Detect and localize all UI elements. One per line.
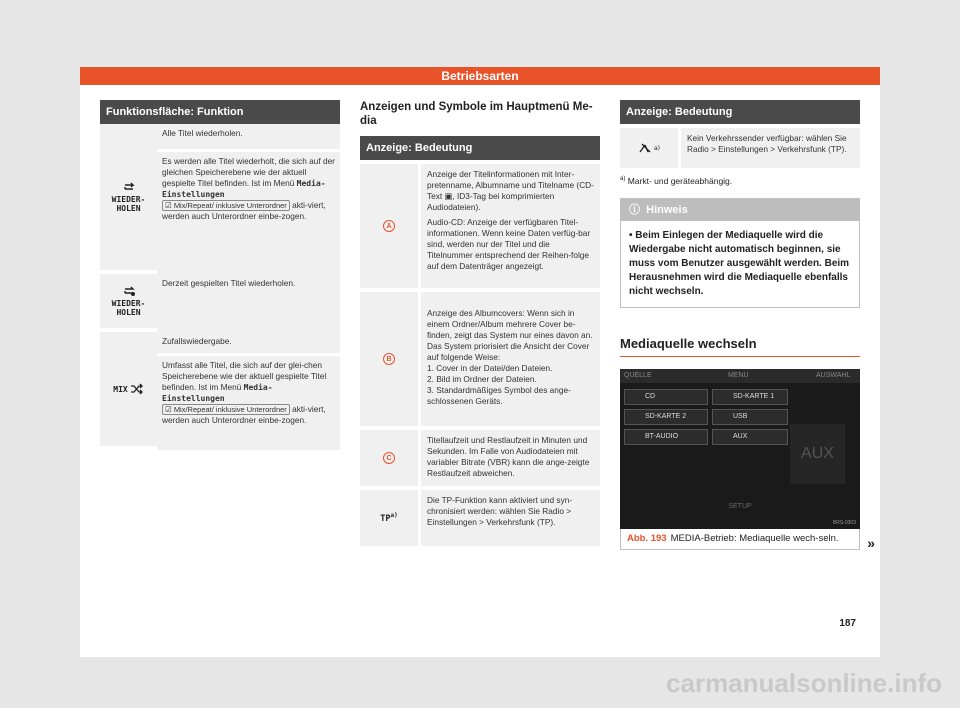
cell-text: Es werden alle Titel wiederholt, die sich auf der gleichen Speicherebene wie der aktuell gespielte Titel befinden. Ist im Menü — [162, 156, 335, 188]
mix-label: MIX — [113, 384, 128, 394]
table-row — [620, 128, 860, 168]
table-cell — [157, 356, 340, 450]
cell-text: akti-viert, werden auch Unterordner einbe-zogen. — [162, 404, 326, 425]
no-traffic-station-icon — [638, 142, 654, 154]
chip-label: Mix/Repeat/ inklusive Unterordner — [173, 201, 287, 210]
screen-topbar — [620, 369, 860, 383]
caption-text: MEDIA-Betrieb: Mediaquelle wech-seln. — [670, 533, 839, 544]
manual-page — [80, 67, 880, 657]
source-label: BT-AUDIO — [645, 433, 679, 440]
table-cell: Derzeit gespielten Titel wiederholen. — [157, 274, 340, 332]
source-label: SD-KARTE 2 — [645, 413, 687, 420]
cell-paragraph: Audio-CD: Anzeige der verfügbaren Titel-informationen. Wenn keine Daten verfüg-bar sind, werden nur der Titel und die Titelnummer entsprechend der Reihen-folge auf dem Datenträger angezeigt. — [427, 217, 591, 271]
marker-cell — [360, 164, 418, 288]
table-row — [360, 490, 600, 546]
source-cd[interactable] — [624, 389, 708, 405]
marker-a: A — [383, 220, 395, 232]
table-cell: Die TP-Funktion kann aktiviert und syn-chronisiert werden: wählen Sie Radio > Einstellungen > Verkehrsfunk (TP). — [421, 490, 600, 546]
tp-label: TP — [380, 513, 391, 524]
footnote — [620, 176, 860, 186]
cell-text: akti-viert, werden auch Unterordner einbe-zogen. — [162, 200, 326, 221]
display-table-heading: Anzeige: Bedeutung — [360, 136, 600, 160]
shuffle-cell — [100, 332, 157, 446]
table-cell: Alle Titel wiederholen. — [157, 124, 340, 152]
marker-b: B — [383, 353, 395, 365]
footnote-text: Markt- und geräteabhängig. — [627, 176, 733, 186]
aux-display: AUX — [790, 424, 845, 484]
repeat-all-cell — [100, 124, 157, 270]
media-source-screenshot — [620, 369, 860, 529]
setting-chip: ☑ Mix/Repeat/ inklusive Unterordner — [162, 200, 290, 211]
table-row — [360, 430, 600, 486]
footnote-ref: a) — [390, 512, 398, 520]
functions-table — [100, 100, 340, 450]
source-bt[interactable] — [624, 429, 708, 445]
table-row — [360, 292, 600, 426]
note-box — [620, 198, 860, 308]
footnote-mark: a) — [620, 176, 626, 183]
marker-c: C — [383, 452, 395, 464]
note-title: Hinweis — [646, 204, 688, 216]
source-label: AUX — [733, 433, 748, 440]
tab-auswahl: AUSWAHL — [816, 372, 851, 379]
source-label: SD-KARTE 1 — [733, 393, 775, 400]
right-column — [620, 100, 875, 551]
table-cell: Titellaufzeit und Restlaufzeit in Minuten und Sekunden. Im Falle von Audiodateien mit variabler Bitrate (VBR) kann die ange-zeigte Restlaufzeit abweichen. — [421, 430, 600, 486]
repeat-one-cell — [100, 274, 157, 328]
shuffle-icon — [130, 383, 144, 395]
note-heading — [621, 199, 859, 221]
footnote-ref: a) — [653, 144, 661, 152]
source-aux[interactable] — [712, 429, 788, 445]
watermark: carmanualsonline.info — [666, 668, 942, 698]
marker-cell — [360, 292, 418, 426]
tab-quelle: QUELLE — [624, 372, 652, 379]
functions-table-heading: Funktionsfläche: Funktion — [100, 100, 340, 124]
source-label: USB — [733, 413, 748, 420]
section-heading: Mediaquelle wechseln — [620, 336, 860, 357]
note-text: • Beim Einlegen der Mediaquelle wird die Wiedergabe nicht automatisch beginnen, sie muss vom Benutzer ausgewählt werden. Beim Herausnehmen wird die Mediaquelle ebenfalls nicht wechseln. — [629, 230, 850, 297]
repeat-one-icon — [122, 285, 136, 297]
section-title: Anzeigen und Symbole im Hauptmenü Me-dia — [360, 101, 593, 127]
table-cell — [421, 164, 600, 288]
figure-caption — [620, 529, 875, 551]
table-row — [100, 274, 340, 332]
table-row — [100, 124, 340, 274]
source-label: CD — [645, 393, 656, 400]
marker-cell — [360, 430, 418, 486]
setup-button[interactable]: SETUP — [728, 503, 752, 510]
tp-marker — [380, 512, 397, 524]
marker-cell — [360, 490, 418, 546]
table-row — [360, 164, 600, 288]
menu-name: Media-Einstellungen — [162, 383, 273, 403]
menu-name: Media-Einstellungen — [162, 179, 326, 199]
table-cell — [421, 292, 600, 426]
chip-label: Mix/Repeat/ inklusive Unterordner — [173, 405, 287, 414]
table-cell: Kein Verkehrssender verfügbar: wählen Sie Radio > Einstellungen > Verkehrsfunk (TP). — [681, 128, 860, 168]
cell-text: Umfasst alle Titel, die sich auf der glei-chen Speicherebene wie der aktuell gespielte Titel befinden. Ist im Menü — [162, 360, 327, 392]
marker-cell — [620, 128, 678, 168]
chapter-header: Betriebsarten — [80, 67, 880, 85]
cell-paragraph: Anzeige des Albumcovers: Wenn sich in einem Ordner/Album mehrere Cover be-finden, zeigt das System nur eines davon an. Das System priorisiert die Ansicht der Cover auf folgende Weise: 1. Cover in der Datei/den Dateien. 2. Bild im Ordner der Dateien. 3. Standardmäßiges Symbol des ange-schlossenen Geräts. — [427, 308, 593, 406]
table-row — [100, 332, 340, 450]
setting-chip: ☑ Mix/Repeat/ inklusive Unterordner — [162, 404, 290, 415]
repeat-all-icon — [122, 181, 136, 193]
caption-number: Abb. 193 — [627, 533, 667, 544]
continue-icon: » — [867, 535, 875, 551]
right-table-heading: Anzeige: Bedeutung — [620, 100, 860, 124]
repeat-label: WIEDER- HOLEN — [111, 299, 146, 317]
table-cell — [157, 152, 340, 274]
info-icon: ⓘ — [629, 204, 640, 216]
page-number: 187 — [839, 618, 856, 629]
source-sd2[interactable] — [624, 409, 708, 425]
display-section — [360, 100, 600, 550]
tab-menu: MENU — [728, 372, 749, 379]
source-usb[interactable] — [712, 409, 788, 425]
cell-paragraph: Anzeige der Titelinformationen mit Inter-pretenname, Albumname und Titelname (CD-Text ▣, ID3-Tag bei komprimierten Audiodateien). — [427, 169, 594, 212]
table-cell: Zufallswiedergabe. — [157, 332, 340, 356]
figure-code: BRS-0303 — [832, 520, 856, 526]
repeat-label: WIEDER- HOLEN — [111, 195, 146, 213]
source-sd1[interactable] — [712, 389, 788, 405]
